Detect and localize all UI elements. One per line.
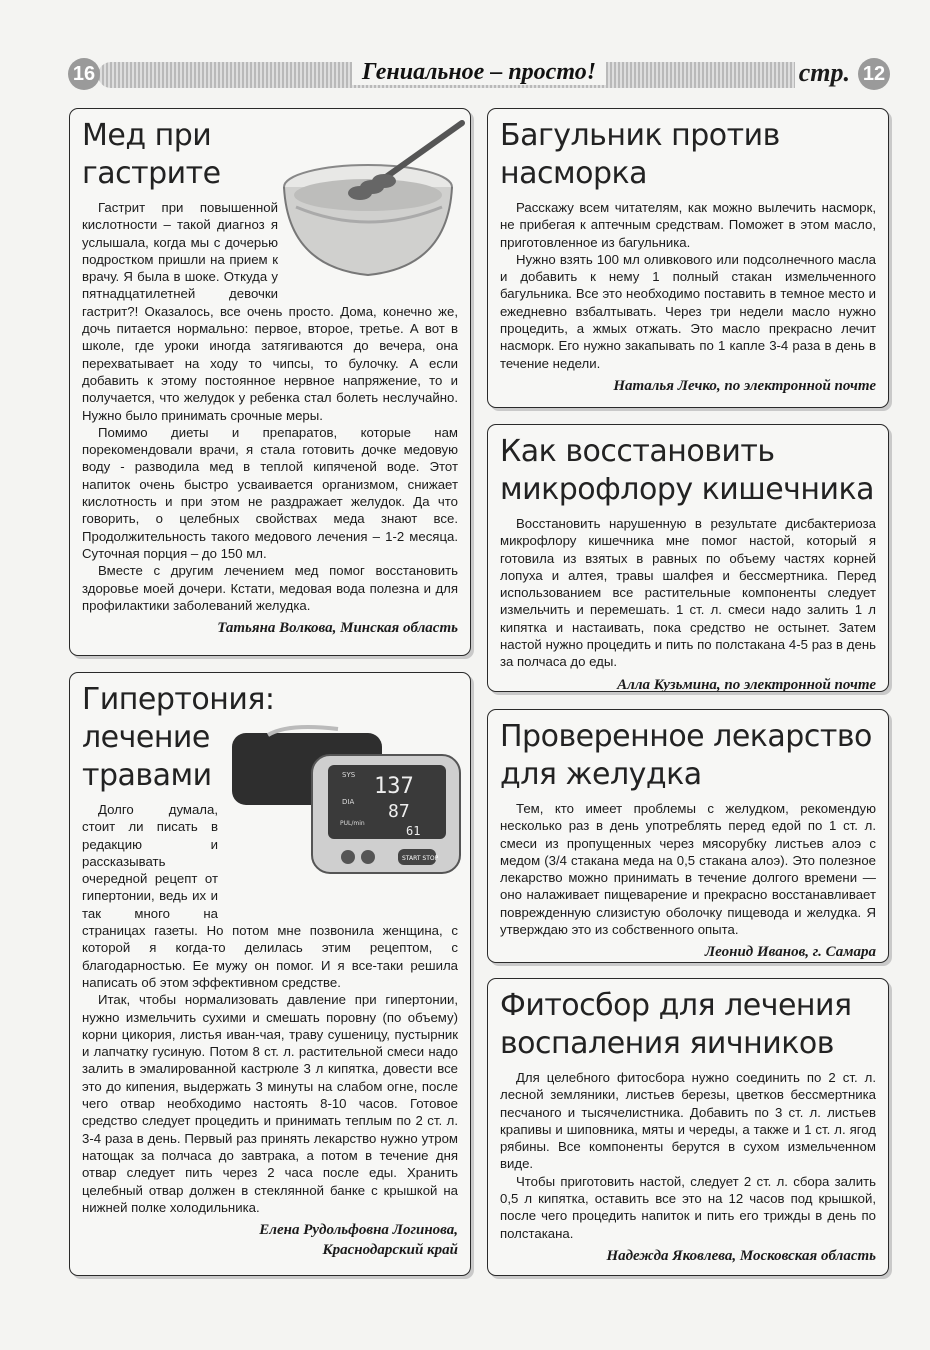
rubric-title: Гениальное – просто!: [68, 59, 890, 86]
article-fitosbor: [487, 978, 889, 1276]
article-body: [500, 800, 876, 938]
paragraph: Чтобы приготовить настой, следует 2 ст. л. сбора залить 0,5 л кипятка, оставить все это на 12 часов под крышкой, после чего процедить напиток и пить его трижды в день по полстакана.: [500, 1173, 876, 1241]
paragraph: Расскажу всем читателям, как можно вылечить насморк, не прибегая к аптечным средствам. Поможет в этом масло, приготовленное из багульника.: [500, 200, 876, 250]
page-ref-label: стр.: [795, 58, 854, 88]
sys-value: 137: [374, 774, 414, 799]
paragraph: Долго думала, стоит ли писать в редакцию и рассказывать очередной рецепт от гипертонии, ведь их и так много на страницах газеты. Но потом мне позвонила женщина, с которой я когда-то делилась этим рецептом, с благодарностью. Ее мужу он помог. И я все-таки решила написать об этом эффективном средстве.: [82, 802, 458, 990]
article-title: Багульник против насморка: [500, 118, 780, 191]
dia-label: DIA: [342, 798, 355, 806]
paragraph: Тем, кто имеет проблемы с желудком, рекомендую несколько раз в день употреблять перед едой по 1 ст. л. смеси из пропущенных через мясорубку листьев алоэ с медом (3/4 стакана меда на 0,5 стакана алоэ). Это полезное лекарство можно принимать в течение долгого времени — оно налаживает пищеварение и прекрасно восстанавливает поврежденную слизистую оболочку пищевода и желудка. Я утверждаю это из собственного опыта.: [500, 801, 876, 938]
article-title: Как восстановить микрофлору кишечника: [500, 434, 875, 507]
author-signature: Леонид Иванов, г. Самара: [704, 944, 876, 961]
paragraph: Вместе с другим лечением мед помог восстановить здоровье моей дочери. Кстати, медовая вода полезна и для профилактики заболеваний желудка.: [82, 563, 458, 613]
start-stop-label: START STOP: [402, 855, 439, 862]
paragraph: Помимо диеты и препаратов, которые нам порекомендовали врачи, я стала готовить дочке медовую воду - разводила мед в теплой кипяченой воде. Этот напиток очень быстро усваивается организмом, снижает кислотность и при этом не раздражает желудок. Да что говорить, о целебных свойствах меда знают все. Продолжительность такого медового лечения – 1-2 месяца. Суточная порция – до 150 мл.: [82, 424, 458, 561]
pulse-label: PUL/min: [340, 820, 365, 827]
author-signature: Наталья Лечко, по электронной почте: [613, 377, 876, 394]
honey-bowl-image: [276, 117, 466, 285]
page-header: [68, 58, 890, 92]
paragraph: Итак, чтобы нормализовать давление при гипертонии, нужно измельчить сухими и смешать поровну (по объему) корни цикория, листья иван-чая, траву сушеницу, пустырник и лапчатку гусиную. Потом 8 ст. л. растительной смеси надо залить в эмалированной кастрюле 3 л кипятка, довести все это до кипения, выдержать 3 минуты на слабом огне, после чего отвар необходимо настоять 8-10 часов. Готовое средство следует процедить и принимать теплым по 2 ст. л. 3-4 раза в день. Первый раз принять лекарство нужно утром натощак за полчаса до завтрака, а потом в течение дня отвар следует пить через 2 часа после еды. Хранить целебный отвар должен в стеклянной банке с крышкой на нижней полке холодильника.: [82, 992, 458, 1215]
article-body: [500, 515, 876, 671]
article-honey: [69, 108, 471, 656]
article-title: Проверенное лекарство для желудка: [500, 719, 872, 792]
article-stomach: [487, 709, 889, 963]
paragraph: Восстановить нарушенную в результате дисбактериоза микрофлору кишечника мне помог настой, который я готовила из взятых в равных по объему частях корней лопуха и алтея, травы шалфея и бессмертника. Перед использованием все растительные компоненты следует измельчить и перемешать. 1 ст. л. смеси надо залить 1 л кипятка и настаивать, пока средство не остынет. Затем настой нужно процедить и пить по полстакана 4-5 раз в день за полчаса до еды.: [500, 516, 876, 670]
article-title: Гипертония: лечение травами: [82, 682, 275, 793]
author-signature: Татьяна Волкова, Минская область: [217, 620, 458, 637]
article-body: [500, 199, 876, 372]
article-title: Мед при гастрите: [82, 118, 221, 191]
article-bagulnik: [487, 108, 889, 408]
signature-line: Краснодарский край: [322, 1242, 458, 1259]
page-number-right: 12: [858, 58, 890, 90]
author-signature: [82, 1220, 458, 1260]
paragraph: Нужно взять 100 мл оливкового или подсолнечного масла и добавить к нему 1 полный стакан измельченного багульника. Все это необходимо поставить в темное место и ежедневно взбалтывать. Через три недели масло нужно процедить, а жмых отжать. Это масло прекрасно лечит насморк. Его нужно закапывать по 1 капле 3-4 раза в день в течение недели.: [500, 251, 876, 371]
author-signature: Алла Кузьмина, по электронной почте: [617, 676, 876, 692]
article-title: Фитосбор для лечения воспаления яичников: [500, 988, 852, 1061]
dia-value: 87: [388, 801, 410, 822]
blood-pressure-monitor-image: [228, 725, 464, 875]
signature-line: Елена Рудольфовна Логинова,: [259, 1222, 458, 1239]
pulse-value: 61: [406, 824, 421, 838]
article-microflora: [487, 424, 889, 692]
article-hypertension: [69, 672, 471, 1276]
sys-label: SYS: [342, 771, 356, 779]
paragraph: Для целебного фитосбора нужно соединить по 2 ст. л. лесной земляники, листьев березы, цветков бессмертника песчаного и тысячелистника. Добавить по 3 ст. л. листьев крапивы и шиповника, мяты и череды, а также и 1 ст. л. ягод рябины. Все компоненты берутся в сухом измельченном виде.: [500, 1070, 876, 1172]
page-number-left: 16: [68, 58, 100, 90]
article-body: [500, 1069, 876, 1242]
paragraph: Гастрит при повышенной кислотности – такой диагноз я услышала, когда мы с дочерью подростком пришли на прием к врачу. Я была в шоке. Откуда у пятнадцатилетней девочки гастрит?! Оказалось, все очень просто. Дома, конечно же, дочь питается нормально: первое, второе, третье. А вот в школе, где уроки иногда затягиваются до вечера, она перехватывает на ходу то чипсы, то булочку. А если добавить к этому постоянное нервное напряжение, то и получается, что желудок у ребенка стал болеть неслучайно. Нужно было принимать срочные меры.: [82, 200, 458, 423]
author-signature: Надежда Яковлева, Московская область: [606, 1247, 876, 1264]
